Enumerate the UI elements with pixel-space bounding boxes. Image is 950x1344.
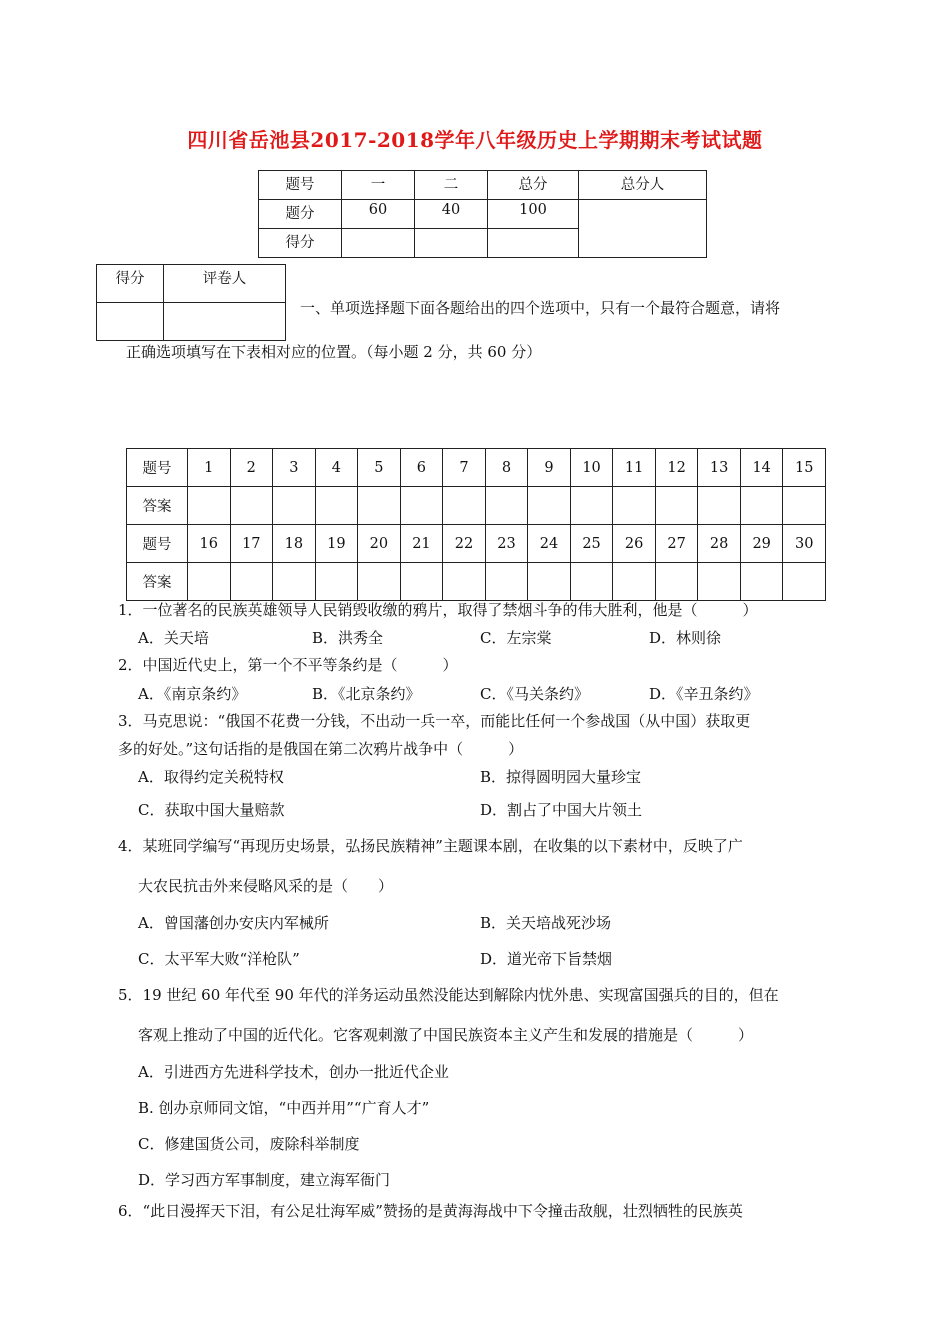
row-label: 题分 — [259, 200, 342, 229]
question-number-cell: 6 — [400, 449, 443, 487]
q4-option-a[interactable]: A．曾国藩创办安庆内军械所 — [138, 914, 329, 932]
answer-input-cell[interactable] — [443, 563, 486, 601]
value-cell: 60 — [342, 200, 415, 229]
question-3-stem-line2: 多的好处。”这句话指的是俄国在第二次鸦片战争中（ ） — [118, 740, 524, 758]
answer-input-cell[interactable] — [230, 563, 273, 601]
header-cell: 总分 — [488, 171, 579, 200]
question-number-cell: 7 — [443, 449, 486, 487]
question-number-cell: 15 — [783, 449, 826, 487]
value-cell: 100 — [488, 200, 579, 229]
answer-row-label: 题号 — [127, 449, 188, 487]
question-number-cell: 14 — [740, 449, 783, 487]
q3-option-d[interactable]: D．割占了中国大片领土 — [480, 801, 643, 819]
grader-score-label: 得分 — [97, 265, 164, 303]
question-number-cell: 24 — [528, 525, 571, 563]
question-number-cell: 22 — [443, 525, 486, 563]
q3-option-b[interactable]: B．掠得圆明园大量珍宝 — [480, 768, 642, 786]
question-6-stem-line1: 6．“此日漫挥天下泪，有公足壮海军威”赞扬的是黄海海战中下令撞击敌舰，壮烈牺牲的民族英 — [118, 1202, 743, 1220]
q2-option-b[interactable]: B．《北京条约》 — [312, 685, 421, 703]
answer-row-label: 答案 — [127, 563, 188, 601]
header-cell: 总分人 — [579, 171, 707, 200]
question-number-cell: 5 — [358, 449, 401, 487]
answer-input-cell[interactable] — [528, 563, 571, 601]
value-cell: 40 — [415, 200, 488, 229]
question-number-cell: 1 — [188, 449, 231, 487]
answer-input-cell[interactable] — [315, 563, 358, 601]
header-cell: 一 — [342, 171, 415, 200]
question-number-cell: 16 — [188, 525, 231, 563]
answer-input-cell[interactable] — [273, 487, 316, 525]
q5-option-a[interactable]: A．引进西方先进科学技术，创办一批近代企业 — [138, 1063, 449, 1081]
q5-option-d[interactable]: D．学习西方军事制度，建立海军衙门 — [138, 1171, 391, 1189]
question-number-cell: 9 — [528, 449, 571, 487]
q1-option-a[interactable]: A．关天培 — [138, 629, 209, 647]
question-number-cell: 19 — [315, 525, 358, 563]
question-number-cell: 20 — [358, 525, 401, 563]
q2-option-c[interactable]: C．《马关条约》 — [480, 685, 589, 703]
question-number-cell: 11 — [613, 449, 656, 487]
q3-option-a[interactable]: A．取得约定关税特权 — [138, 768, 284, 786]
q5-option-b[interactable]: B. 创办京师同文馆，“中西并用”“广育人才” — [138, 1099, 430, 1117]
answer-input-cell[interactable] — [188, 487, 231, 525]
answer-input-cell[interactable] — [230, 487, 273, 525]
q4-option-d[interactable]: D．道光帝下旨禁烟 — [480, 950, 613, 968]
answer-input-cell[interactable] — [485, 563, 528, 601]
answer-input-cell[interactable] — [613, 563, 656, 601]
question-5-stem-line2: 客观上推动了中国的近代化。它客观刺激了中国民族资本主义产生和发展的措施是（ ） — [138, 1026, 754, 1044]
question-number-cell: 23 — [485, 525, 528, 563]
answer-input-cell[interactable] — [655, 487, 698, 525]
question-number-cell: 30 — [783, 525, 826, 563]
row-label: 得分 — [259, 229, 342, 258]
page-title: 四川省岳池县2017-2018学年八年级历史上学期期末考试试题 — [187, 128, 763, 152]
q2-option-a[interactable]: A．《南京条约》 — [138, 685, 247, 703]
question-4-stem-line2: 大农民抗击外来侵略风采的是（ ） — [138, 877, 394, 895]
question-number-cell: 26 — [613, 525, 656, 563]
answer-input-cell[interactable] — [570, 563, 613, 601]
question-number-cell: 13 — [698, 449, 741, 487]
grader-table — [96, 264, 286, 341]
answer-input-cell[interactable] — [613, 487, 656, 525]
answer-input-cell[interactable] — [783, 563, 826, 601]
answer-input-cell[interactable] — [358, 563, 401, 601]
answer-input-cell[interactable] — [188, 563, 231, 601]
answer-input-cell[interactable] — [698, 487, 741, 525]
question-number-cell: 12 — [655, 449, 698, 487]
q4-option-b[interactable]: B．关天培战死沙场 — [480, 914, 612, 932]
question-number-cell: 18 — [273, 525, 316, 563]
answer-row-label: 题号 — [127, 525, 188, 563]
question-5-stem-line1: 5．19 世纪 60 年代至 90 年代的洋务运动虽然没能达到解除内忧外患、实现富国强兵的目的，但在 — [118, 986, 779, 1004]
q1-option-b[interactable]: B．洪秀全 — [312, 629, 384, 647]
question-number-cell: 21 — [400, 525, 443, 563]
answer-row-label: 答案 — [127, 487, 188, 525]
question-number-cell: 10 — [570, 449, 613, 487]
question-number-cell: 17 — [230, 525, 273, 563]
answer-input-cell[interactable] — [400, 563, 443, 601]
answer-table — [126, 448, 826, 601]
section-heading-line2: 正确选项填写在下表相对应的位置。（每小题 2 分，共 60 分） — [126, 343, 542, 361]
question-number-cell: 25 — [570, 525, 613, 563]
question-number-cell: 3 — [273, 449, 316, 487]
question-number-cell: 4 — [315, 449, 358, 487]
q1-option-d[interactable]: D．林则徐 — [649, 629, 722, 647]
total-scorer-cell[interactable] — [579, 200, 707, 258]
answer-input-cell[interactable] — [698, 563, 741, 601]
grader-name-cell[interactable] — [164, 303, 286, 341]
question-2-stem: 2．中国近代史上，第一个不平等条约是（ ） — [118, 656, 458, 674]
score-input-cell[interactable] — [342, 229, 415, 258]
q4-option-c[interactable]: C．太平军大败“洋枪队” — [138, 950, 300, 968]
question-number-cell: 28 — [698, 525, 741, 563]
answer-input-cell[interactable] — [655, 563, 698, 601]
question-number-cell: 8 — [485, 449, 528, 487]
answer-input-cell[interactable] — [358, 487, 401, 525]
answer-input-cell[interactable] — [783, 487, 826, 525]
q1-option-c[interactable]: C．左宗棠 — [480, 629, 552, 647]
question-number-cell: 27 — [655, 525, 698, 563]
answer-input-cell[interactable] — [740, 563, 783, 601]
answer-input-cell[interactable] — [400, 487, 443, 525]
question-4-stem-line1: 4．某班同学编写“再现历史场景，弘扬民族精神”主题课本剧，在收集的以下素材中，反映了广 — [118, 837, 743, 855]
answer-input-cell[interactable] — [485, 487, 528, 525]
header-cell: 二 — [415, 171, 488, 200]
q2-option-d[interactable]: D．《辛丑条约》 — [649, 685, 759, 703]
question-number-cell: 2 — [230, 449, 273, 487]
question-1-stem: 1．一位著名的民族英雄领导人民销毁收缴的鸦片，取得了禁烟斗争的伟大胜利，他是（ ） — [118, 601, 758, 619]
section-heading-line1: 一、单项选择题下面各题给出的四个选项中，只有一个最符合题意，请将 — [300, 299, 781, 317]
score-input-cell[interactable] — [488, 229, 579, 258]
grader-label: 评卷人 — [164, 265, 286, 303]
answer-input-cell[interactable] — [315, 487, 358, 525]
answer-input-cell[interactable] — [528, 487, 571, 525]
score-table — [258, 170, 707, 258]
answer-input-cell[interactable] — [740, 487, 783, 525]
score-input-cell[interactable] — [415, 229, 488, 258]
question-number-cell: 29 — [740, 525, 783, 563]
grader-score-cell[interactable] — [97, 303, 164, 341]
answer-input-cell[interactable] — [570, 487, 613, 525]
answer-input-cell[interactable] — [273, 563, 316, 601]
answer-input-cell[interactable] — [443, 487, 486, 525]
q3-option-c[interactable]: C．获取中国大量赔款 — [138, 801, 285, 819]
question-3-stem-line1: 3．马克思说：“俄国不花费一分钱，不出动一兵一卒，而能比任何一个参战国（从中国）获取更 — [118, 712, 751, 730]
header-cell: 题号 — [259, 171, 342, 200]
q5-option-c[interactable]: C．修建国货公司，废除科举制度 — [138, 1135, 360, 1153]
